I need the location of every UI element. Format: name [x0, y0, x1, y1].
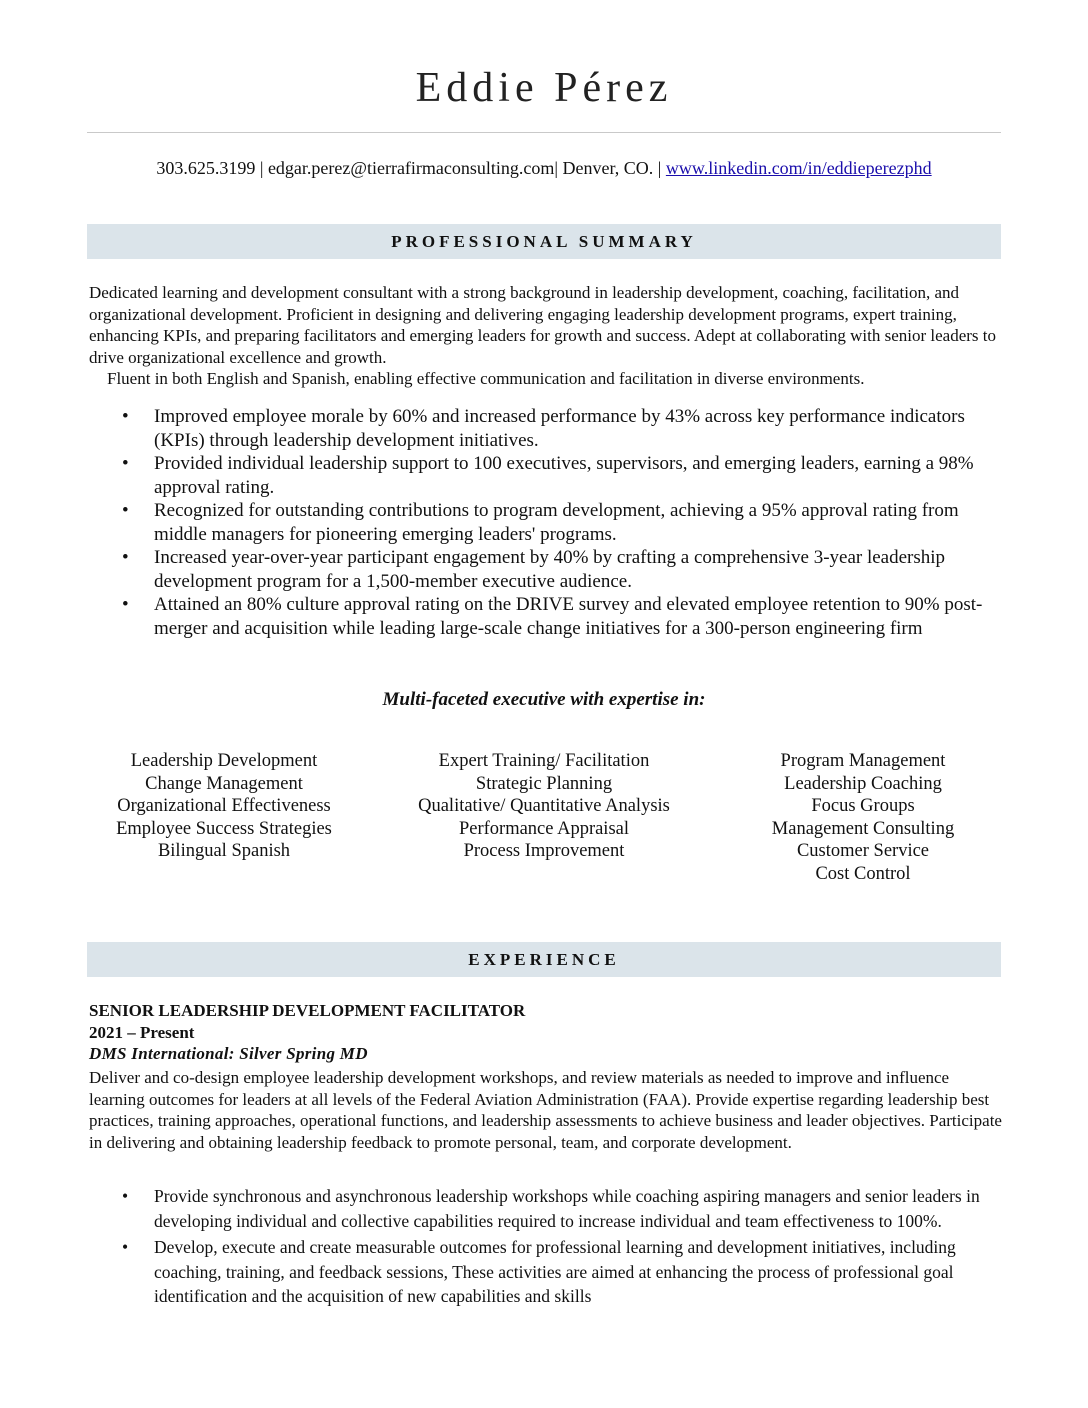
professional-summary-heading: PROFESSIONAL SUMMARY — [87, 224, 1001, 259]
expertise-column-1 — [84, 750, 364, 863]
expertise-item: Cost Control — [815, 863, 911, 884]
achievement-text: Recognized for outstanding contributions to program development, achieving a 95% approval rating from middle managers for pioneering emerging leaders' programs. — [154, 500, 959, 545]
expertise-item: Leadership Development — [130, 751, 318, 771]
expertise-item: Performance Appraisal — [458, 818, 630, 839]
expertise-item: Change Management — [145, 773, 303, 794]
linkedin-link[interactable]: www.linkedin.com/in/eddieperezphd — [665, 158, 932, 178]
list-item — [90, 1184, 1000, 1233]
job-description: Deliver and co-design employee leadership development workshops, and review materials as needed to improve and influence learning outcomes for leaders at all levels of the Federal Aviation Administration (FAA). Provide expertise regarding leadership best practices, training approaches, operational functions, and leadership assessments to achieve business and leader objectives. Participate in delivering and obtaining leadership feedback to promote personal, team, and corporate development. — [89, 1068, 1002, 1152]
header-divider — [87, 132, 1001, 133]
experience-heading: EXPERIENCE — [87, 942, 1001, 977]
achievement-text: Increased year-over-year participant engagement by 40% by crafting a comprehensive 3-year leadership development program for a 1,500-member executive audience. — [154, 547, 946, 592]
bullet-icon: • — [122, 547, 129, 568]
job-company: DMS International: Silver Spring MD — [89, 1044, 368, 1063]
bullet-icon: • — [122, 1237, 129, 1257]
expertise-column-3 — [722, 750, 1004, 885]
list-item — [90, 452, 1000, 499]
expertise-column-2 — [384, 750, 704, 863]
list-item — [90, 593, 1000, 640]
expertise-item: Customer Service — [796, 841, 930, 861]
expertise-item: Strategic Planning — [475, 773, 613, 794]
achievement-text: Provided individual leadership support to 100 executives, supervisors, and emerging leaders, earning a 98% approval rating. — [154, 453, 974, 498]
list-item — [90, 546, 1000, 593]
expertise-item: Management Consulting — [771, 818, 955, 839]
bullet-icon: • — [122, 500, 129, 521]
achievement-text: Improved employee morale by 60% and increased performance by 43% across key performance indicators (KPIs) through leadership development initiatives. — [154, 406, 965, 451]
job-title: SENIOR LEADERSHIP DEVELOPMENT FACILITATOR — [89, 1001, 526, 1020]
bullet-icon: • — [122, 406, 129, 427]
expertise-item: Qualitative/ Quantitative Analysis — [418, 796, 670, 816]
summary-paragraph: Dedicated learning and development consultant with a strong background in leadership development, coaching, facilitation, and organizational development. Proficient in designing and delivering engaging leadership development programs, expert training, enhancing KPIs, and preparing facilitators and emerging leaders for growth and success. Adept at collaborating with senior leaders to drive organizational excellence and growth. — [89, 283, 997, 367]
bullet-icon: • — [122, 1186, 129, 1206]
contact-line — [0, 158, 1088, 179]
list-item — [90, 499, 1000, 546]
responsibility-text: Provide synchronous and asynchronous leadership workshops while coaching aspiring managers and senior leaders in developing individual and collective capabilities required to increase individual and team effectiveness to 100%. — [154, 1186, 980, 1231]
achievement-text: Attained an 80% culture approval rating on the DRIVE survey and elevated employee retention to 90% post-merger and acquisition while leading large-scale change initiatives for a 300-person engineering firm — [154, 594, 983, 639]
list-item — [90, 1235, 1000, 1309]
expertise-item: Organizational Effectiveness — [117, 796, 331, 816]
bullet-icon: • — [122, 453, 129, 474]
contact-details: 303.625.3199 | edgar.perez@tierrafirmaconsulting.com| Denver, CO. | — [156, 158, 666, 178]
expertise-item: Program Management — [780, 751, 946, 771]
expertise-item: Process Improvement — [463, 841, 625, 861]
responsibility-text: Develop, execute and create measurable outcomes for professional learning and development initiatives, including coaching, training, and feedback sessions, These activities are aimed at enhancing the process of professional goal identification and the acquisition of new capabilities and skills — [154, 1237, 956, 1306]
list-item — [90, 405, 1000, 452]
summary-achievements-list — [90, 405, 1000, 640]
job-dates: 2021 – Present — [89, 1023, 195, 1042]
expertise-heading: Multi-faceted executive with expertise in: — [382, 689, 706, 710]
job-responsibilities-list — [90, 1184, 1000, 1311]
expertise-item: Employee Success Strategies — [116, 818, 332, 839]
summary-languages: Fluent in both English and Spanish, enabling effective communication and facilitation in diverse environments. — [107, 369, 865, 388]
expertise-item: Bilingual Spanish — [157, 841, 291, 861]
bullet-icon: • — [122, 594, 129, 615]
expertise-item: Expert Training/ Facilitation — [438, 751, 650, 771]
candidate-name: Eddie Pérez — [415, 65, 673, 111]
expertise-item: Focus Groups — [811, 796, 915, 816]
expertise-item: Leadership Coaching — [784, 773, 942, 794]
